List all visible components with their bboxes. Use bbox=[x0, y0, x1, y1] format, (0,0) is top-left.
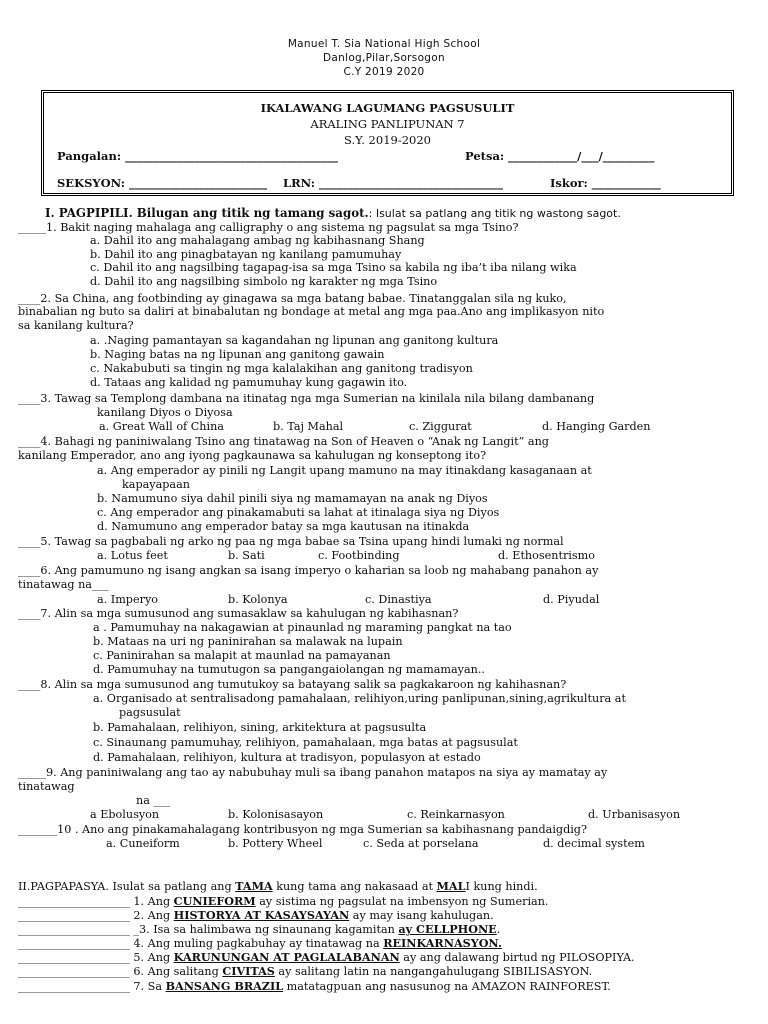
part2-item: ____________________ 7. Sa BANSANG BRAZIL matatagpuan ang nasusunog na AMAZON RAINFOREST. bbox=[18, 979, 611, 993]
part2-item: ____________________ 6. Ang salitang CIVITAS ay salitang latin na nangangahulugang SIBILISASYON. bbox=[18, 964, 593, 978]
q1-choice-b: b. Dahil ito ang pinagbatayan ng kanilang pamumuhay bbox=[90, 248, 402, 261]
part2-item: ____________________ 4. Ang muling pagkabuhay ay tinatawag na REINKARNASYON. bbox=[18, 936, 502, 950]
q9-choice-d: d. Urbanisasyon bbox=[588, 808, 681, 821]
q8-choice-b: b. Pamahalaan, relihiyon, sining, arkitektura at pagsusulta bbox=[93, 721, 427, 734]
q10-choice-a: a. Cuneiform bbox=[106, 837, 180, 850]
q5-choice-d: d. Ethosentrismo bbox=[498, 549, 595, 562]
q2-stem-2: binabalian ng buto sa daliri at binabalutan ng bondage at metal ang mga paa.Ano ang implikasyon nito bbox=[18, 305, 605, 318]
school-address: Danlog,Pilar,Sorsogon bbox=[323, 52, 445, 64]
q3-choice-a: a. Great Wall of China bbox=[99, 420, 224, 433]
q8-choice-d: d. Pamahalaan, relihiyon, kultura at tradisyon, populasyon at estado bbox=[93, 751, 481, 764]
q5-choice-b: b. Sati bbox=[228, 549, 265, 562]
q4-choice-c: c. Ang emperador ang pinakamabuti sa lahat at itinalaga siya ng Diyos bbox=[97, 506, 500, 519]
exam-subject: ARALING PANLIPUNAN 7 bbox=[310, 117, 465, 131]
q3-choice-b: b. Taj Mahal bbox=[273, 420, 344, 433]
date-field: Petsa: ____________/___/_________ bbox=[465, 149, 655, 163]
q5-stem: ____5. Tawag sa pagbabali ng arko ng paa ng mga babae sa Tsina upang hindi lumaki ng normal bbox=[18, 535, 564, 548]
q2-choice-c: c. Nakabubuti sa tingin ng mga kalalakihan ang ganitong tradisyon bbox=[90, 362, 473, 375]
q9-stem: _____9. Ang paniniwalang ang tao ay nabubuhay muli sa ibang panahon matapos na siya ay mamatay ay bbox=[18, 766, 608, 779]
q9-choice-c: c. Reinkarnasyon bbox=[407, 808, 505, 821]
exam-school-year: S.Y. 2019-2020 bbox=[344, 133, 431, 147]
score-field: Iskor: ____________ bbox=[550, 176, 661, 190]
part1-heading: I. PAGPIPILI. Bilugan ang titik ng tamang sagot.: Isulat sa patlang ang titik ng wastong sagot. bbox=[45, 206, 621, 220]
lrn-field: LRN: ________________________________ bbox=[283, 176, 503, 190]
q4-choice-b: b. Namumuno siya dahil pinili siya ng mamamayan na anak ng Diyos bbox=[97, 492, 488, 505]
q1-stem: _____1. Bakit naging mahalaga ang calligraphy o ang sistema ng pagsulat sa mga Tsino? bbox=[18, 221, 519, 234]
school-year: C.Y 2019 2020 bbox=[343, 66, 425, 78]
q8-choice-c: c. Sinaunang pamumuhay, relihiyon, pamahalaan, mga batas at pagsusulat bbox=[93, 736, 518, 749]
part2-item: ____________________ 2. Ang HISTORYA AT KASAYSAYAN ay may isang kahulugan. bbox=[18, 908, 494, 922]
exam-title: IKALAWANG LAGUMANG PAGSUSULIT bbox=[260, 101, 515, 115]
q1-choice-a: a. Dahil ito ang mahalagang ambag ng kabihasnang Shang bbox=[90, 234, 425, 247]
q9-stem-2: tinatawag bbox=[18, 780, 75, 793]
part2-item: ____________________ 5. Ang KARUNUNGAN AT PAGLALABANAN ay ang dalawang birtud ng PILOSOPIYA. bbox=[18, 950, 635, 964]
q6-choice-b: b. Kolonya bbox=[228, 593, 288, 606]
q4-stem: ____4. Bahagi ng paniniwalang Tsino ang tinatawag na Son of Heaven o “Anak ng Langit” ang bbox=[18, 435, 549, 448]
q10-stem: _______10 . Ano ang pinakamahalagang kontribusyon ng mga Sumerian sa kabihasnang pandaigdig? bbox=[18, 823, 587, 836]
q3-stem-2: kanilang Diyos o Diyosa bbox=[97, 406, 233, 419]
q1-choice-c: c. Dahil ito ang nagsilbing tagapag-isa sa mga Tsino sa kabila ng iba’t iba nilang wika bbox=[90, 261, 577, 274]
q10-choice-c: c. Seda at porselana bbox=[363, 837, 479, 850]
q4-choice-d: d. Namumuno ang emperador batay sa mga kautusan na itinakda bbox=[97, 520, 470, 533]
q2-stem-3: sa kanilang kultura? bbox=[18, 319, 134, 332]
q2-choice-d: d. Tataas ang kalidad ng pamumuhay kung gagawin ito. bbox=[90, 376, 408, 389]
q7-stem: ____7. Alin sa mga sumusunod ang sumasaklaw sa kahulugan ng kabihasnan? bbox=[18, 607, 459, 620]
q3-choice-c: c. Ziggurat bbox=[409, 420, 472, 433]
q2-stem: ____2. Sa China, ang footbinding ay ginagawa sa mga batang babae. Tinatanggalan sila ng kuko, bbox=[18, 292, 567, 305]
q6-choice-c: c. Dinastiya bbox=[365, 593, 432, 606]
school-name: Manuel T. Sia National High School bbox=[287, 38, 481, 50]
q10-choice-b: b. Pottery Wheel bbox=[228, 837, 323, 850]
q10-choice-d: d. decimal system bbox=[543, 837, 645, 850]
q2-choice-b: b. Naging batas na ng lipunan ang ganitong gawain bbox=[90, 348, 385, 361]
q7-choice-c: c. Paninirahan sa malapit at maunlad na pamayanan bbox=[93, 649, 391, 662]
name-field: Pangalan: _____________________________________ bbox=[57, 149, 338, 163]
q5-choice-c: c. Footbinding bbox=[318, 549, 400, 562]
q8-choice-a: a. Organisado at sentralisadong pamahalaan, relihiyon,uring panlipunan,sining,agrikultura at bbox=[93, 692, 626, 705]
q6-choice-a: a. Imperyo bbox=[97, 593, 158, 606]
q7-choice-a: a . Pamumuhay na nakagawian at pinaunlad ng maraming pangkat na tao bbox=[93, 621, 512, 634]
q2-choice-a: a. .Naging pamantayan sa kagandahan ng lipunan ang ganitong kultura bbox=[90, 334, 499, 347]
q7-choice-d: d. Pamumuhay na tumutugon sa pangangaiolangan ng mamamayan.. bbox=[93, 663, 485, 676]
q9-choice-b: b. Kolonisasayon bbox=[228, 808, 324, 821]
q6-stem-2: tinatawag na___ bbox=[18, 578, 109, 591]
q6-stem: ____6. Ang pamumuno ng isang angkan sa isang imperyo o kaharian sa loob ng mahabang panahon ay bbox=[18, 564, 599, 577]
q3-stem: ____3. Tawag sa Templong dambana na itinatag nga mga Sumerian na kinilala nila bilang dambanang bbox=[18, 392, 595, 405]
q5-choice-a: a. Lotus feet bbox=[97, 549, 168, 562]
section-field: SEKSYON: ________________________ bbox=[57, 176, 267, 190]
q9-choice-a: a Ebolusyon bbox=[90, 808, 160, 821]
q7-choice-b: b. Mataas na uri ng paninirahan sa malawak na lupain bbox=[93, 635, 403, 648]
q3-choice-d: d. Hanging Garden bbox=[542, 420, 651, 433]
part2-item: ____________________ _3. Isa sa halimbawa ng sinaunang kagamitan ay CELLPHONE. bbox=[18, 922, 501, 936]
q4-choice-a: a. Ang emperador ay pinili ng Langit upang mamuno na may itinakdang kasaganaan at bbox=[97, 464, 592, 477]
q1-choice-d: d. Dahil ito ang nagsilbing simbolo ng karakter ng mga Tsino bbox=[90, 275, 438, 288]
q4-choice-a-cont: kapayapaan bbox=[122, 478, 190, 491]
q9-stem-3: na ___ bbox=[136, 794, 171, 807]
q8-choice-a-cont: pagsusulat bbox=[119, 706, 181, 719]
part2-item: ____________________ 1. Ang CUNIEFORM ay sistima ng pagsulat na imbensyon ng Sumerian. bbox=[18, 894, 549, 908]
q8-stem: ____8. Alin sa mga sumusunod ang tumutukoy sa batayang salik sa pagkakaroon ng kahihasnan? bbox=[18, 678, 567, 691]
q4-stem-2: kanilang Emperador, ano ang iyong pagkaunawa sa kahulugan ng konseptong ito? bbox=[18, 449, 487, 462]
q6-choice-d: d. Piyudal bbox=[543, 593, 600, 606]
part2-heading: II.PAGPAPASYA. Isulat sa patlang ang TAMA kung tama ang nakasaad at MALI kung hindi. bbox=[18, 879, 538, 893]
